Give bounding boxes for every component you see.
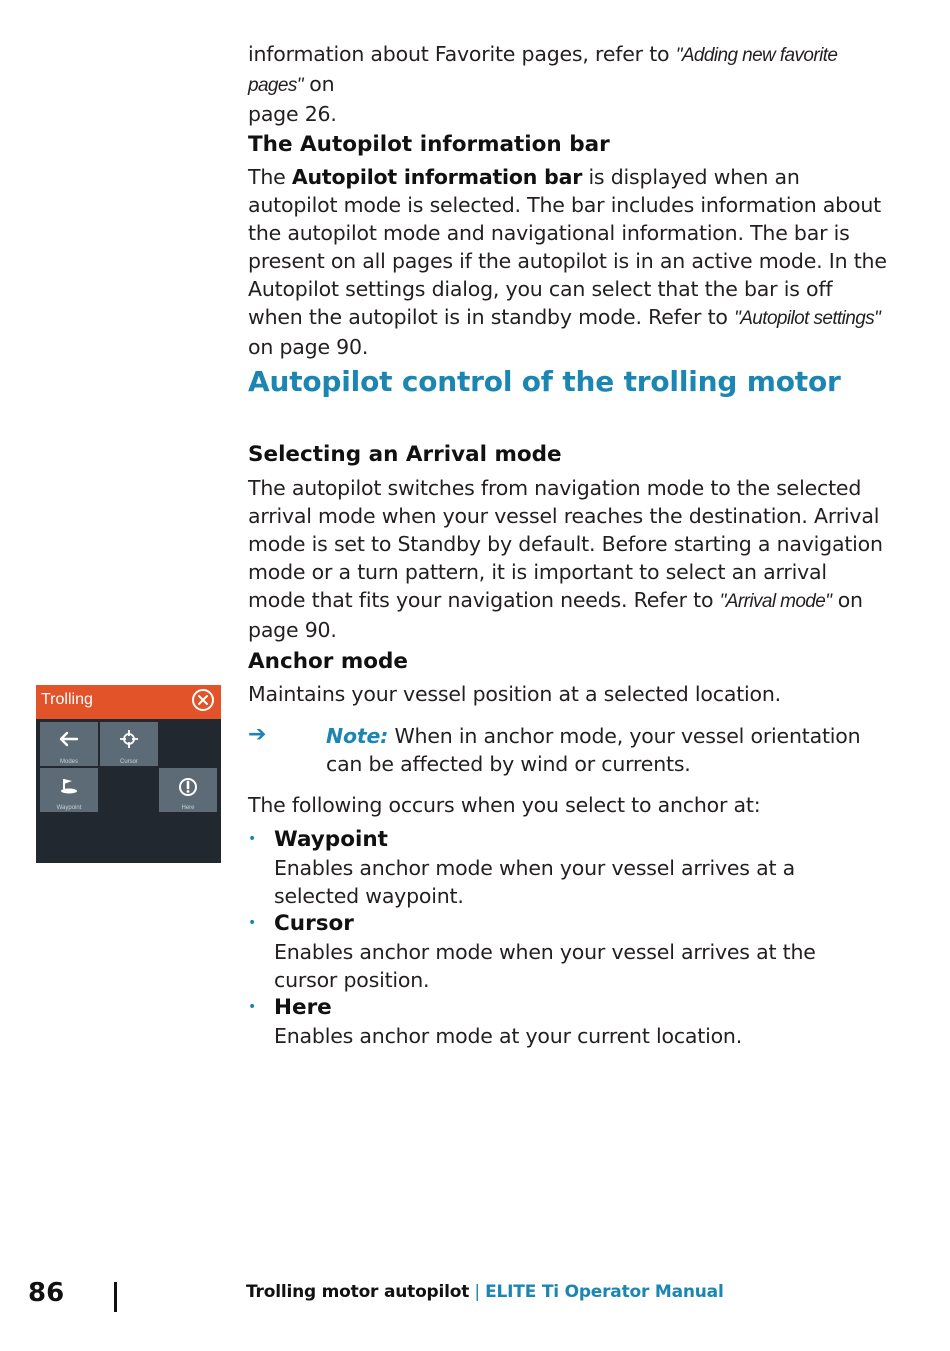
- list-item-title: Waypoint: [274, 827, 388, 852]
- autopilot-bar-heading: The Autopilot information bar: [248, 132, 610, 157]
- cursor-label: Cursor: [119, 759, 138, 765]
- autopilot-bar-ref-after: on page 90.: [248, 335, 369, 359]
- autopilot-bar-text: The: [248, 165, 292, 189]
- arrival-heading: Selecting an Arrival mode: [248, 442, 562, 467]
- bullet-icon: •: [248, 915, 257, 931]
- note-label: Note:: [326, 724, 389, 748]
- intro-text: information about Favorite pages, refer to: [248, 42, 676, 66]
- modes-label: Modes: [59, 759, 78, 765]
- list-item-here: [274, 994, 874, 1050]
- list-item-desc: Enables anchor mode when your vessel arrives at the cursor position.: [274, 940, 816, 992]
- autopilot-bar-bold: Autopilot information bar: [291, 165, 583, 189]
- note-body-text: When in anchor mode, your vessel orientation can be affected by wind or currents.: [326, 724, 861, 776]
- arrival-ref-after: on page 90.: [248, 588, 863, 642]
- footer-title: [246, 1282, 724, 1302]
- footer-separator: |: [469, 1282, 486, 1302]
- intro-text-after: on: [302, 72, 335, 96]
- cursor-button[interactable]: [100, 722, 158, 766]
- anchor-heading: Anchor mode: [248, 649, 409, 674]
- intro-paragraph: [248, 40, 888, 128]
- list-item-desc: Enables anchor mode at your current location.: [274, 1024, 743, 1048]
- list-item-title: Cursor: [274, 911, 354, 936]
- trolling-dialog-header: [36, 685, 221, 719]
- bullet-icon: •: [248, 999, 257, 1015]
- trolling-dialog: [36, 685, 221, 863]
- anchor-options-list: [248, 826, 888, 1050]
- following-text: The following occurs when you select to anchor at:: [248, 793, 761, 817]
- list-item-waypoint: [274, 826, 874, 910]
- page-number: 86: [28, 1278, 65, 1308]
- bullet-icon: •: [248, 831, 257, 847]
- close-icon[interactable]: [192, 689, 214, 711]
- arrival-mode-reference-link[interactable]: "Arrival mode": [719, 591, 832, 612]
- anchor-here-icon: [178, 777, 198, 797]
- arrival-text: The autopilot switches from navigation mode to the selected arrival mode when your vessel reaches the destination. Arrival mode is set to Standby by default. Before starting a navigation mode or a turn pattern, it is important to select an arrival mode that fits your navigation needs. Refer to: [248, 476, 883, 612]
- note-arrow-icon: ➔: [248, 722, 267, 747]
- arrival-paragraph: [248, 474, 888, 644]
- waypoint-flag-icon: [59, 777, 79, 795]
- note-text: [326, 722, 896, 778]
- here-label: Here: [181, 805, 195, 811]
- intro-reference-link[interactable]: "Adding new favorite pages": [248, 45, 838, 96]
- waypoint-label: Waypoint: [56, 805, 82, 811]
- intro-line2: page 26.: [248, 102, 337, 126]
- arrow-left-icon: [59, 731, 79, 747]
- autopilot-settings-reference-link[interactable]: "Autopilot settings": [734, 308, 881, 329]
- footer-divider: [114, 1282, 117, 1312]
- trolling-dialog-title: Trolling: [41, 691, 93, 708]
- autopilot-bar-text-2: is displayed when an autopilot mode is selected. The bar includes information about the autopilot mode and navigational information. The bar is present on all pages if the autopilot is in an active mode. In the Autopilot settings dialog, you can select that the bar is off when the autopilot is in standby mode. Refer to: [248, 165, 887, 329]
- list-item-cursor: [274, 910, 874, 994]
- crosshair-icon: [119, 729, 139, 749]
- anchor-paragraph: Maintains your vessel position at a selected location.: [248, 682, 781, 706]
- note-block: [248, 722, 888, 778]
- section-title: Autopilot control of the trolling motor: [248, 365, 841, 398]
- autopilot-bar-paragraph: [248, 163, 888, 361]
- modes-button[interactable]: [40, 722, 98, 766]
- here-button[interactable]: [159, 768, 217, 812]
- list-item-desc: Enables anchor mode when your vessel arrives at a selected waypoint.: [274, 856, 795, 908]
- footer-manual-name: ELITE Ti Operator Manual: [485, 1282, 724, 1302]
- waypoint-button[interactable]: [40, 768, 98, 812]
- footer-chapter: Trolling motor autopilot: [246, 1282, 470, 1302]
- list-item-title: Here: [274, 995, 332, 1020]
